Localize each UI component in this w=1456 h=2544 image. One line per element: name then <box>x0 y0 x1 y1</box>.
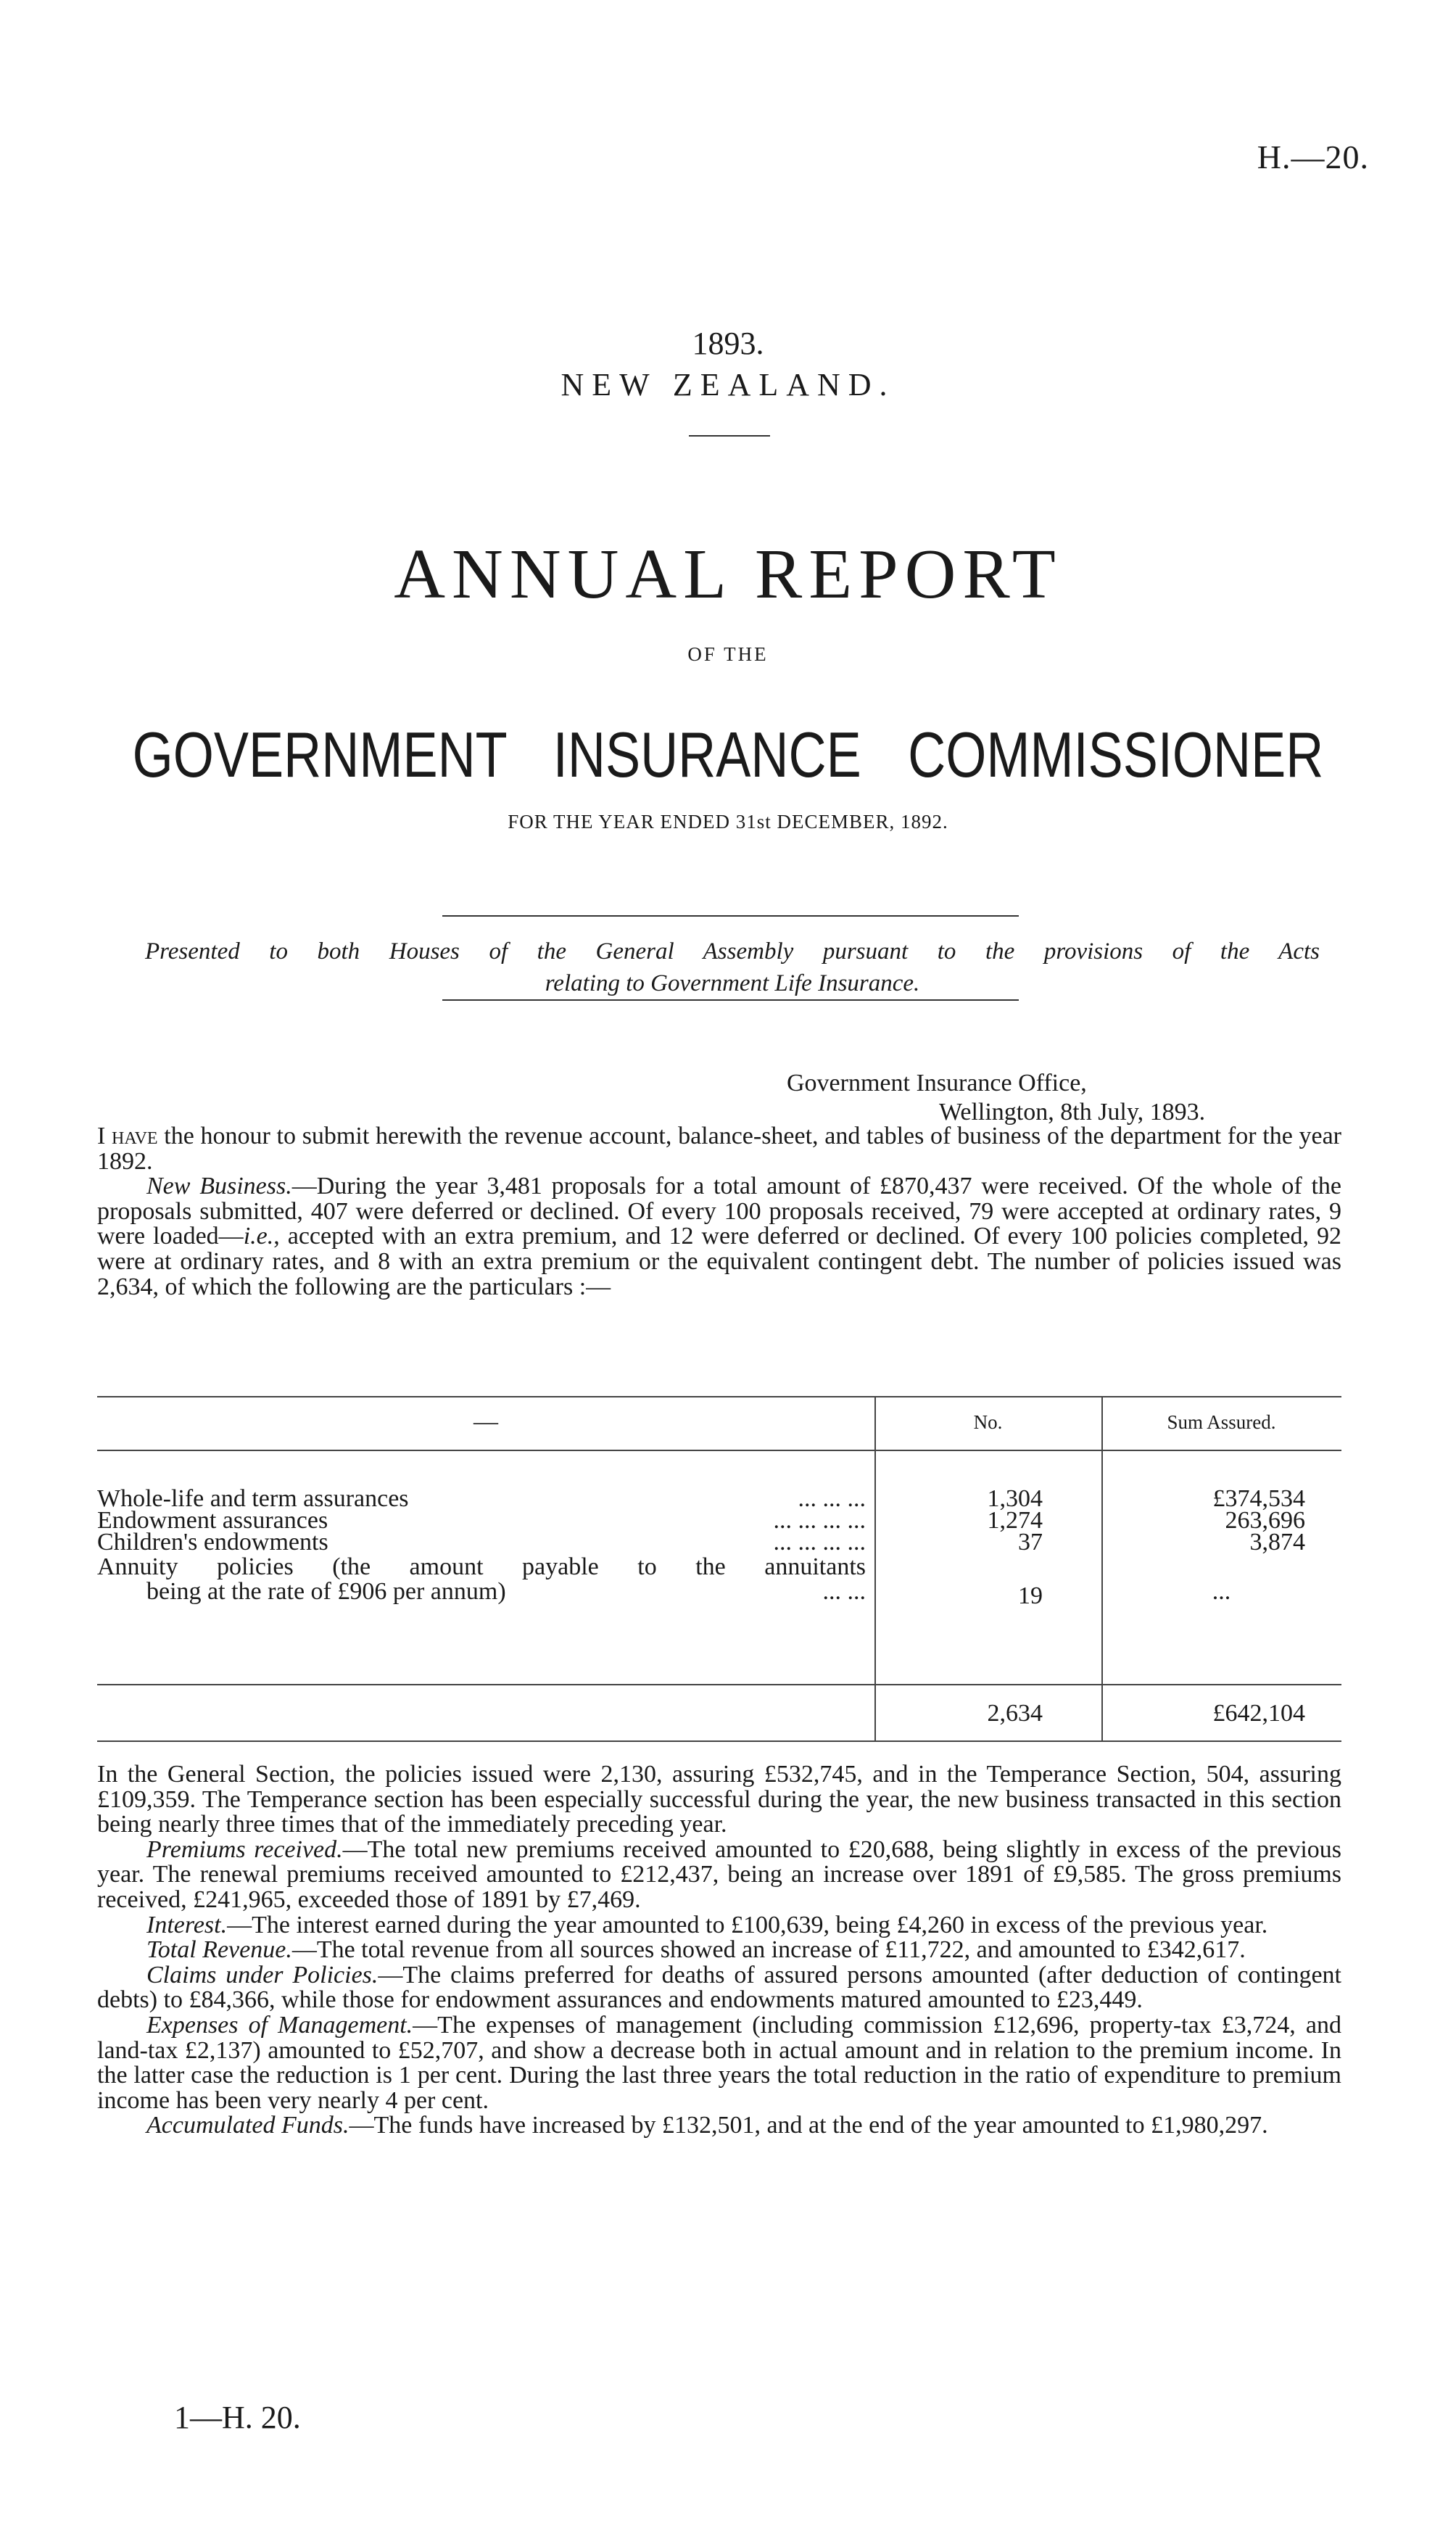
report-title: ANNUAL REPORT <box>394 535 1062 614</box>
intro-lead: I have <box>97 1123 158 1149</box>
column-rule <box>1101 1396 1103 1740</box>
header-desc: — <box>473 1408 498 1435</box>
office-date: Wellington, 8th July, 1893. <box>939 1099 1206 1126</box>
table-rule <box>97 1450 1341 1451</box>
interest-paragraph: Interest.—The interest earned during the year amounted to £100,639, being £4,260 in excess of the previous year. <box>146 1911 1268 1938</box>
intro-text: the honour to submit herewith the revenue account, balance-sheet, and tables of business of the department for the year 1892. <box>97 1123 1341 1175</box>
funds-paragraph: Accumulated Funds.—The funds have increased by £132,501, and at the end of the year amounted to £1,980,297. <box>146 2112 1268 2139</box>
report-year: 1893. <box>692 326 764 361</box>
total-sum-assured: £642,104 <box>1212 1700 1305 1727</box>
country-heading: NEW ZEALAND. <box>561 367 895 402</box>
presentation-line-1: Presented to both Houses of the General Assembly pursuant to the provisions of the Acts <box>145 938 1320 965</box>
header-number: No. <box>973 1411 1003 1433</box>
of-the-label: OF THE <box>687 643 769 665</box>
new-business-paragraph: New Business.—During the year 3,481 proposals for a total amount of £870,437 were received. Of the whole of the proposals submitted, 407 were deferred or declined. Of every 100 proposals received, 79 were accepted at ordinary rates, 9 were loaded—i.e., accepted with an extra premium, and 12 were deferred or declined. Of every 100 policies completed, 92 were at ordinary rates, and 8 with an extra premium or the equivalent contingent debt. The number of policies issued was 2,634, of which the following are the particulars :— <box>97 1173 1341 1300</box>
page-footer: 1—H. 20. <box>174 2400 301 2435</box>
commissioner-heading: GOVERNMENT INSURANCE COMMISSIONER <box>132 719 1324 790</box>
office-address: Government Insurance Office, <box>787 1070 1087 1097</box>
general-section-paragraph: In the General Section, the policies issued were 2,130, assuring £532,745, and in the Temperance Section, 504, assuring £109,359. The Temperance section has been especially successful during the year, the new business transacted in this section being nearly three times that of the immediately preceding year. <box>97 1761 1341 1838</box>
expenses-paragraph: Expenses of Management.—The expenses of management (including commission £12,696, property-tax £3,724, and land-tax £2,137) amounted to £52,707, and show a decrease both in actual amount and in relation to the premium income. In the latter case the reduction is 1 per cent. During the last three years the total reduction in the ratio of expenditure to premium income has been very nearly 4 per cent. <box>97 2011 1341 2114</box>
presentation-line-2: relating to Government Life Insurance. <box>545 970 920 996</box>
table-rule <box>97 1740 1341 1742</box>
total-number: 2,634 <box>987 1700 1043 1727</box>
new-business-heading: New Business. <box>146 1173 292 1200</box>
table-rule <box>97 1396 1341 1397</box>
policies-table: — No. Sum Assured. Whole-life and term assurances ... ... ... 1,304 £374,534 Endowment assurances ... ... ... ... 1,274 263,696 Children's endowments ... ... ... ... 37 3,874 Annuity policies (the amount payable to the annuitants being at the rate of £906 per annum) ... ... 19 ... 2,634 £642,104 <box>97 1396 1341 1744</box>
divider-rule <box>442 915 1019 917</box>
claims-paragraph: Claims under Policies.—The claims preferred for deaths of assured persons amounted (after deduction of contingent debts) to £84,366, while those for endowment assurances and endowments matured amounted to £23,449. <box>97 1961 1341 2014</box>
divider-rule <box>689 435 770 437</box>
divider-rule <box>442 999 1019 1001</box>
premiums-paragraph: Premiums received.—The total new premiums received amounted to £20,688, being slightly in excess of the previous year. The renewal premiums received amounted to £212,437, being an increase over 1891 of £9,585. The gross premiums received, £241,965, exceeded those of 1891 by £7,469. <box>97 1835 1341 1913</box>
column-rule <box>874 1396 876 1740</box>
document-reference: H.—20. <box>1257 139 1369 175</box>
header-sum-assured: Sum Assured. <box>1167 1411 1276 1433</box>
table-rule <box>97 1684 1341 1685</box>
revenue-paragraph: Total Revenue.—The total revenue from all sources showed an increase of £11,722, and amounted to £342,617. <box>146 1936 1246 1964</box>
report-body <box>97 1762 1341 2139</box>
presentation-note <box>145 936 1320 999</box>
report-period: FOR THE YEAR ENDED 31st DECEMBER, 1892. <box>508 811 948 833</box>
intro-section <box>97 1124 1341 1300</box>
